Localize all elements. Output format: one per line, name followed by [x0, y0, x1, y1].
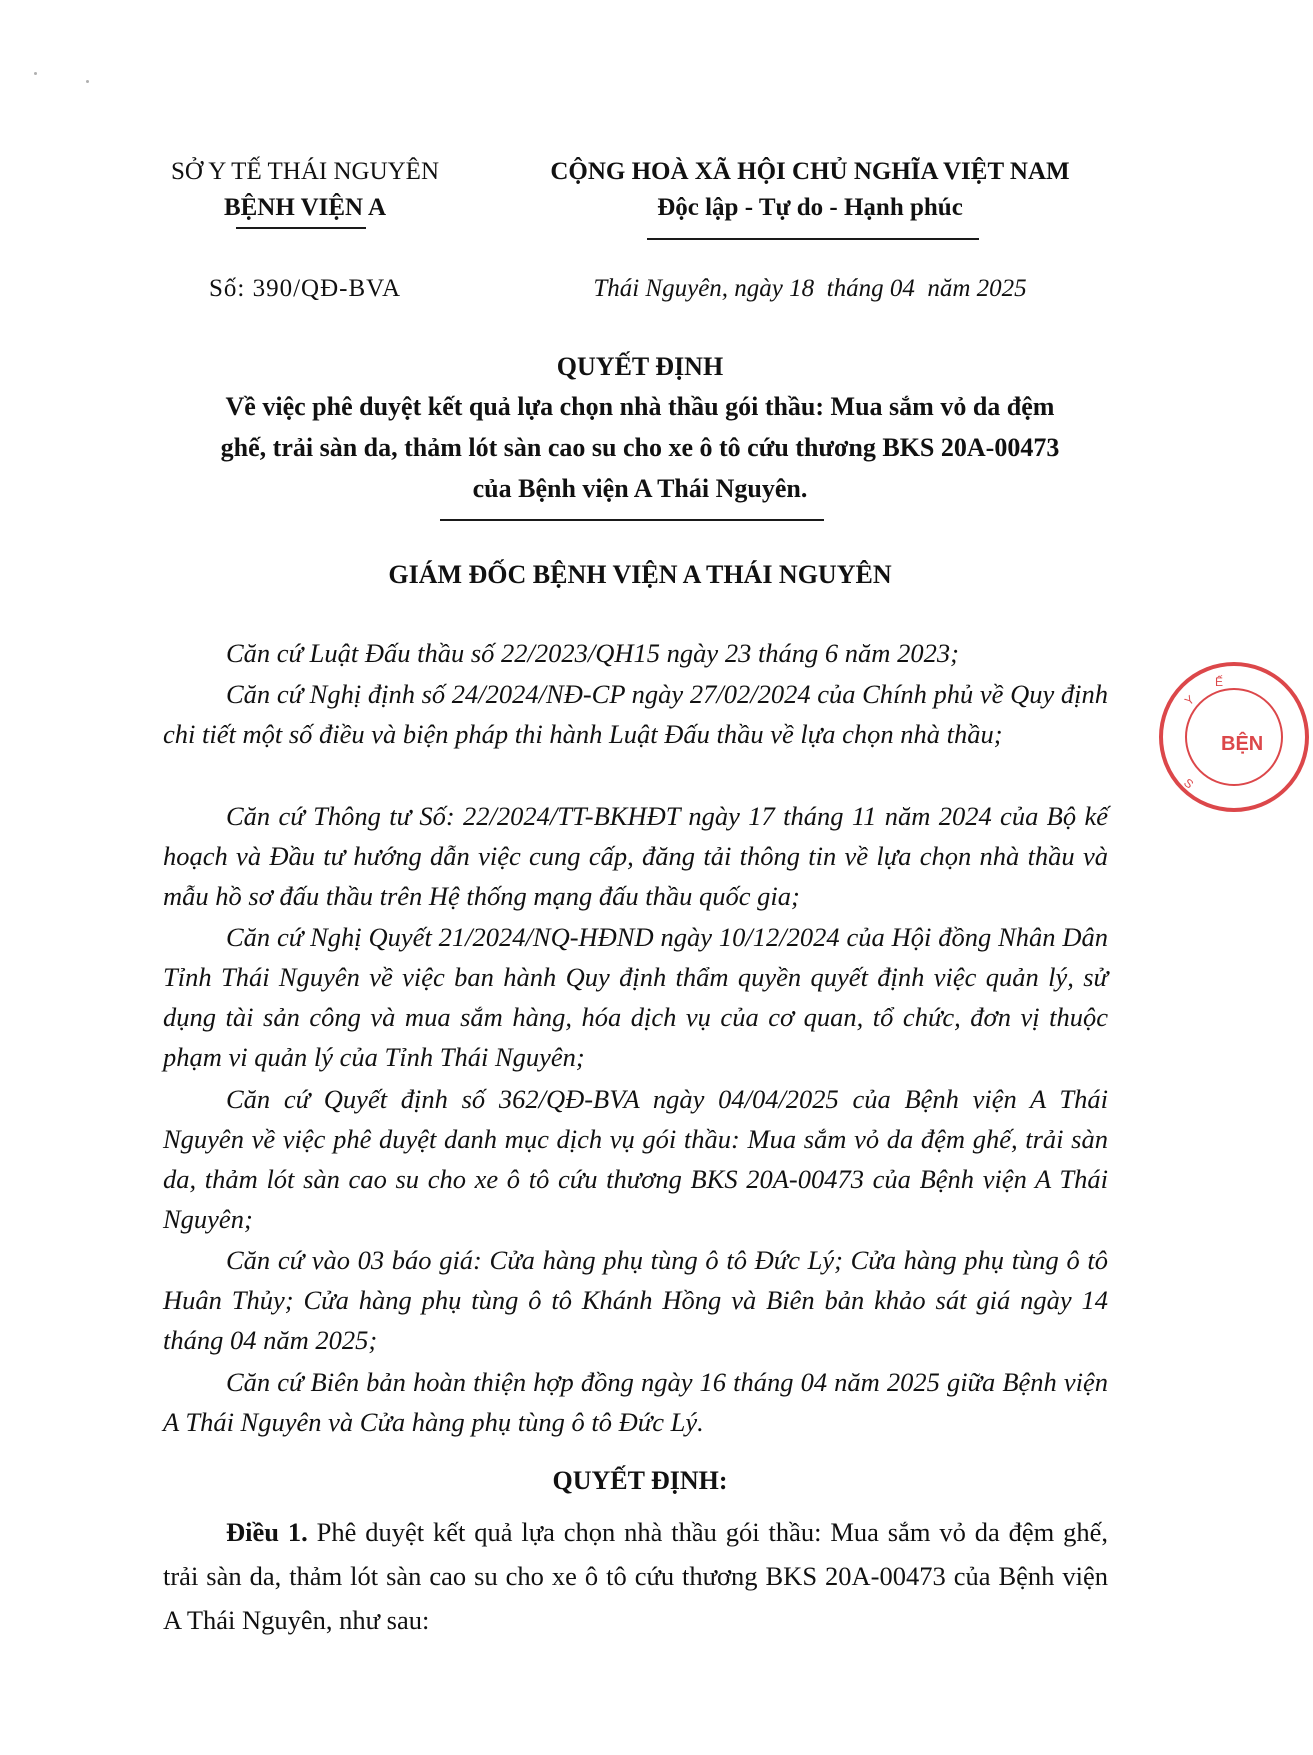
- svg-text:BỆN: BỆN: [1221, 733, 1264, 755]
- doc-number: Số: 390/QĐ-BVA: [208, 275, 402, 302]
- svg-text:Ế: Ế: [1215, 675, 1224, 689]
- official-seal-stamp: [1159, 662, 1309, 812]
- basis-item: Căn cứ Nghị định số 24/2024/NĐ-CP ngày 27/02/2024 của Chính phủ về Quy định chi tiết một số điều và biện pháp thi hành Luật Đấu thầu về lựa chọn nhà thầu;: [163, 679, 1108, 749]
- article-1-text: Phê duyệt kết quả lựa chọn nhà thầu gói thầu: Mua sắm vỏ da đệm ghế, trải sàn da, thảm lót sàn cao su cho xe ô tô cứu thương BKS 20A-00473 của Bệnh viện A Thái Nguyên, như sau:: [163, 1517, 1108, 1635]
- article-1: [163, 1510, 1108, 1642]
- decision-subject-line-2: ghế, trải sàn da, thảm lót sàn cao su cho xe ô tô cứu thương BKS 20A-00473: [220, 433, 1060, 462]
- decision-title: QUYẾT ĐỊNH: [556, 352, 724, 381]
- basis-item: Căn cứ Thông tư Số: 22/2024/TT-BKHĐT ngày 17 tháng 11 năm 2024 của Bộ kế hoạch và Đầu tư hướng dẫn việc cung cấp, đăng tải thông tin về lựa chọn nhà thầu và mẫu hồ sơ đấu thầu trên Hệ thống mạng đấu thầu quốc gia;: [163, 801, 1108, 911]
- basis-item: Căn cứ Biên bản hoàn thiện hợp đồng ngày 16 tháng 04 năm 2025 giữa Bệnh viện A Thái Nguyên và Cửa hàng phụ tùng ô tô Đức Lý.: [163, 1367, 1108, 1437]
- authority-heading: GIÁM ĐỐC BỆNH VIỆN A THÁI NGUYÊN: [388, 560, 892, 589]
- svg-text:S: S: [1181, 775, 1197, 792]
- org-underline: [236, 227, 366, 229]
- motto-underline: [647, 238, 979, 240]
- title-underline: [440, 519, 824, 521]
- org-name: BỆNH VIỆN A: [223, 194, 387, 221]
- basis-item: Căn cứ Luật Đấu thầu số 22/2023/QH15 ngày 23 tháng 6 năm 2023;: [226, 638, 959, 668]
- decision-section-heading: QUYẾT ĐỊNH:: [552, 1466, 728, 1495]
- svg-text:Y: Y: [1181, 692, 1198, 709]
- place-date: Thái Nguyên, ngày 18 tháng 04 năm 2025: [593, 275, 1027, 302]
- basis-item: Căn cứ Quyết định số 362/QĐ-BVA ngày 04/04/2025 của Bệnh viện A Thái Nguyên về việc phê duyệt danh mục dịch vụ gói thầu: Mua sắm vỏ da đệm ghế, trải sàn da, thảm lót sàn cao su cho xe ô tô cứu thương BKS 20A-00473 của Bệnh viện A Thái Nguyên;: [163, 1084, 1108, 1234]
- scan-speck: [34, 72, 37, 75]
- country-name: CỘNG HOÀ XÃ HỘI CHỦ NGHĨA VIỆT NAM: [550, 158, 1070, 185]
- decision-subject-line-1: Về việc phê duyệt kết quả lựa chọn nhà thầu gói thầu: Mua sắm vỏ da đệm: [225, 392, 1055, 421]
- org-parent: SỞ Y TẾ THÁI NGUYÊN: [170, 158, 440, 185]
- basis-item: Căn cứ Nghị Quyết 21/2024/NQ-HĐND ngày 10/12/2024 của Hội đồng Nhân Dân Tỉnh Thái Nguyên về việc ban hành Quy định thẩm quyền quyết định việc quản lý, sử dụng tài sản công và mua sắm hàng, hóa dịch vụ của cơ quan, tổ chức, đơn vị thuộc phạm vi quản lý của Tỉnh Thái Nguyên;: [163, 922, 1108, 1072]
- decision-subject-line-3: của Bệnh viện A Thái Nguyên.: [472, 474, 808, 503]
- motto: Độc lập - Tự do - Hạnh phúc: [657, 194, 963, 221]
- basis-item: Căn cứ vào 03 báo giá: Cửa hàng phụ tùng ô tô Đức Lý; Cửa hàng phụ tùng ô tô Huân Thủy; Cửa hàng phụ tùng ô tô Khánh Hồng và Biên bản khảo sát giá ngày 14 tháng 04 năm 2025;: [163, 1245, 1108, 1355]
- scan-speck: [86, 80, 89, 83]
- article-1-label: Điều 1.: [226, 1517, 308, 1547]
